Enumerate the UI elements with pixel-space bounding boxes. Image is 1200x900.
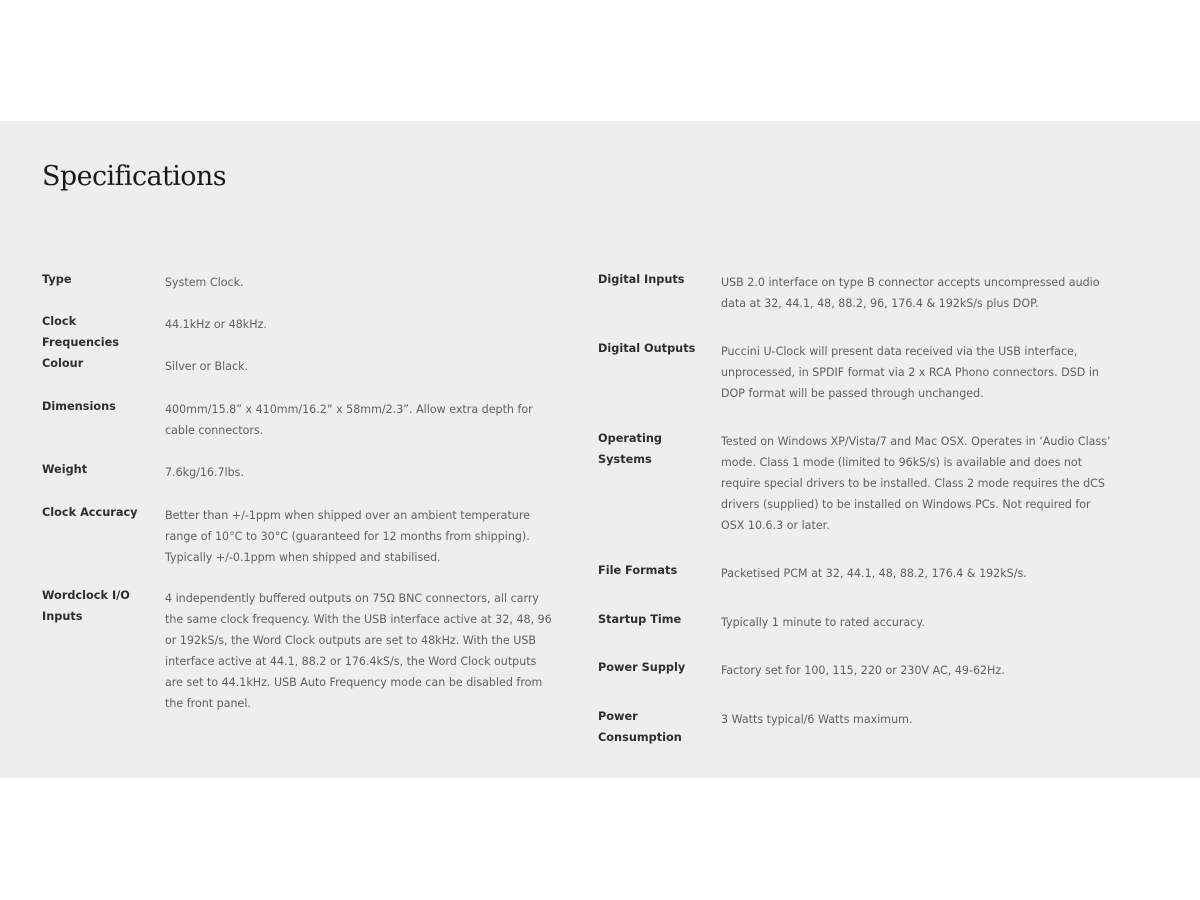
spec-label: Wordclock I/O Inputs	[42, 589, 130, 623]
spec-value: Tested on Windows XP/Vista/7 and Mac OSX. Operates in ‘Audio Class’ mode. Class 1 mode (limited to 96kS/s) is available and does not require special drivers to be installed. Class 2 mode requires the dCS drivers (supplied) to be installed on Windows PCs. Not required for OSX 10.6.3 or later.	[721, 435, 1111, 532]
spec-value: Typically 1 minute to rated accuracy.	[721, 616, 925, 629]
spec-value: Better than +/-1ppm when shipped over an ambient temperature range of 10°C to 30°C (guaranteed for 12 months from shipping). Typically +/-0.1ppm when shipped and stabilised.	[165, 509, 530, 564]
spec-value: Puccini U-Clock will present data received via the USB interface, unprocessed, in SPDIF format via 2 x RCA Phono connectors. DSD in DOP format will be passed through unchanged.	[721, 345, 1099, 400]
spec-label: File Formats	[598, 564, 678, 577]
spec-value: Packetised PCM at 32, 44.1, 48, 88.2, 176.4 & 192kS/s.	[721, 567, 1027, 580]
spec-value: Factory set for 100, 115, 220 or 230V AC, 49-62Hz.	[721, 664, 1005, 677]
spec-label: Dimensions	[42, 400, 116, 413]
spec-label: Clock Accuracy	[42, 506, 138, 519]
spec-value: 44.1kHz or 48kHz.	[165, 318, 267, 331]
section-title: Specifications	[42, 161, 226, 192]
spec-value: System Clock.	[165, 276, 244, 289]
specs-left-column	[42, 121, 552, 778]
spec-label: Power Consumption	[598, 710, 682, 744]
specs-right-column	[598, 121, 1118, 778]
spec-label: Weight	[42, 463, 88, 476]
spec-value: 4 independently buffered outputs on 75Ω BNC connectors, all carry the same clock frequency. With the USB interface active at 32, 48, 96 or 192kS/s, the Word Clock outputs are set to 48kHz. With the USB interface active at 44.1, 88.2 or 176.4kS/s, the Word Clock outputs are set to 44.1kHz. USB Auto Frequency mode can be disabled from the front panel.	[165, 592, 552, 710]
spec-value: 3 Watts typical/6 Watts maximum.	[721, 713, 913, 726]
spec-label: Clock Frequencies	[42, 315, 120, 349]
spec-label: Power Supply	[598, 661, 686, 674]
spec-label: Digital Inputs	[598, 273, 685, 286]
spec-value: Silver or Black.	[165, 360, 249, 373]
spec-value: USB 2.0 interface on type B connector accepts uncompressed audio data at 32, 44.1, 48, 88.2, 96, 176.4 & 192kS/s plus DOP.	[721, 276, 1100, 310]
spec-value: 400mm/15.8” x 410mm/16.2” x 58mm/2.3”. Allow extra depth for cable connectors.	[165, 403, 533, 437]
spec-label: Colour	[42, 357, 84, 370]
specifications-section	[0, 121, 1200, 778]
spec-label: Startup Time	[598, 613, 682, 626]
spec-label: Digital Outputs	[598, 342, 696, 355]
spec-label: Type	[42, 273, 72, 286]
spec-value: 7.6kg/16.7lbs.	[165, 466, 244, 479]
spec-label: Operating Systems	[598, 432, 662, 466]
